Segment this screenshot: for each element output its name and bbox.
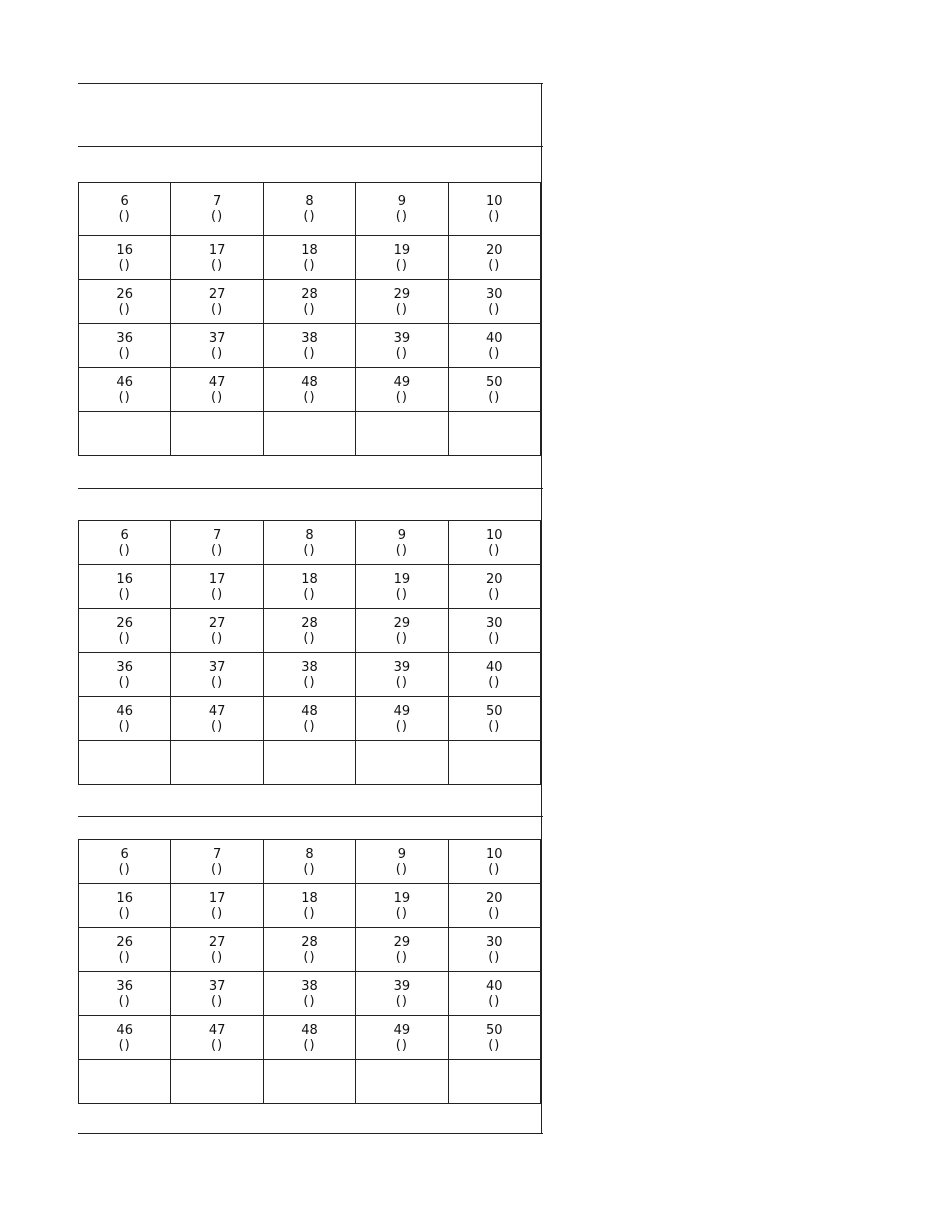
answer-blank[interactable]: () — [211, 542, 224, 558]
answer-cell[interactable] — [448, 741, 540, 785]
answer-blank[interactable]: () — [488, 542, 501, 558]
answer-blank[interactable]: () — [488, 674, 501, 690]
question-number: 28 — [301, 286, 318, 302]
question-number: 17 — [208, 242, 226, 258]
answer-cell[interactable] — [79, 565, 171, 609]
answer-cell[interactable] — [448, 280, 540, 324]
answer-blank[interactable]: () — [211, 345, 224, 361]
answer-blank[interactable]: () — [303, 586, 316, 602]
answer-blank[interactable]: () — [118, 301, 131, 317]
answer-cell[interactable] — [448, 653, 540, 697]
answer-blank[interactable]: () — [118, 630, 131, 646]
answer-blank[interactable]: () — [303, 345, 316, 361]
question-number: 47 — [208, 1022, 226, 1038]
answer-cell[interactable] — [448, 1060, 540, 1104]
answer-blank[interactable]: () — [118, 542, 131, 558]
grid-row — [79, 928, 541, 972]
grid-row — [79, 368, 541, 412]
answer-blank[interactable]: () — [395, 301, 408, 317]
question-number: 8 — [305, 846, 314, 862]
answer-cell[interactable] — [171, 609, 263, 653]
answer-cell[interactable] — [79, 183, 171, 236]
answer-cell[interactable] — [171, 236, 263, 280]
question-number: 26 — [116, 615, 133, 631]
answer-cell[interactable] — [79, 368, 171, 412]
question-number: 38 — [301, 330, 318, 346]
question-number: 30 — [486, 615, 503, 631]
question-number: 30 — [486, 286, 503, 302]
answer-blank[interactable]: () — [211, 389, 224, 405]
grid-row — [79, 412, 541, 456]
answer-cell[interactable] — [356, 183, 448, 236]
answer-blank[interactable]: () — [118, 674, 131, 690]
answer-cell[interactable] — [263, 741, 355, 785]
answer-cell[interactable] — [448, 521, 540, 565]
question-number: 48 — [301, 374, 318, 390]
question-number: 19 — [393, 242, 411, 258]
question-number: 48 — [301, 703, 318, 719]
answer-cell[interactable] — [263, 183, 355, 236]
answer-cell[interactable] — [263, 324, 355, 368]
question-number: 40 — [486, 978, 503, 994]
question-number: 6 — [120, 527, 129, 543]
answer-cell[interactable] — [263, 368, 355, 412]
answer-cell[interactable] — [171, 1060, 263, 1104]
answer-blank[interactable]: () — [118, 905, 131, 921]
question-number: 20 — [486, 571, 503, 587]
answer-cell[interactable] — [263, 884, 355, 928]
answer-cell[interactable] — [356, 521, 448, 565]
grid-row — [79, 653, 541, 697]
question-number: 37 — [208, 659, 226, 675]
answer-cell[interactable] — [356, 653, 448, 697]
section-1-bottom-rule — [78, 488, 543, 489]
answer-blank[interactable]: () — [488, 209, 501, 224]
answer-blank[interactable]: () — [395, 949, 408, 965]
question-number: 9 — [397, 846, 406, 862]
answer-cell[interactable] — [263, 609, 355, 653]
answer-blank[interactable]: () — [211, 718, 224, 734]
question-number: 38 — [301, 659, 318, 675]
answer-blank[interactable]: () — [303, 257, 316, 273]
question-number: 26 — [116, 934, 133, 950]
answer-cell[interactable] — [356, 1060, 448, 1104]
question-number: 37 — [208, 330, 226, 346]
answer-blank[interactable]: () — [303, 905, 316, 921]
question-number: 7 — [212, 846, 222, 862]
question-number: 16 — [116, 571, 133, 587]
answer-cell[interactable] — [171, 183, 263, 236]
answer-cell[interactable] — [356, 840, 448, 884]
answer-blank[interactable]: () — [303, 718, 316, 734]
answer-blank[interactable]: () — [488, 949, 501, 965]
answer-cell[interactable] — [356, 280, 448, 324]
question-number: 47 — [208, 374, 226, 390]
answer-cell[interactable] — [448, 368, 540, 412]
answer-cell[interactable] — [356, 324, 448, 368]
question-number: 49 — [393, 1022, 411, 1038]
question-number: 7 — [212, 194, 222, 209]
answer-cell[interactable] — [356, 884, 448, 928]
question-number: 6 — [120, 846, 129, 862]
answer-cell[interactable] — [263, 653, 355, 697]
answer-blank[interactable]: () — [488, 586, 501, 602]
answer-cell[interactable] — [171, 521, 263, 565]
answer-blank[interactable]: () — [395, 586, 408, 602]
answer-cell[interactable] — [171, 884, 263, 928]
answer-cell[interactable] — [263, 1016, 355, 1060]
question-number: 29 — [393, 615, 411, 631]
sheet-right-border — [541, 83, 542, 1134]
answer-blank[interactable]: () — [118, 389, 131, 405]
answer-blank[interactable]: () — [118, 257, 131, 273]
grid-row — [79, 183, 541, 236]
question-number: 27 — [208, 934, 226, 950]
answer-cell[interactable] — [448, 697, 540, 741]
answer-blank[interactable]: () — [211, 993, 224, 1009]
question-number: 50 — [486, 374, 503, 390]
question-number: 38 — [301, 978, 318, 994]
grid-row — [79, 840, 541, 884]
question-number: 16 — [116, 890, 133, 906]
answer-cell[interactable] — [171, 280, 263, 324]
question-number: 50 — [486, 703, 503, 719]
question-number: 27 — [208, 286, 226, 302]
answer-cell[interactable] — [79, 521, 171, 565]
answer-cell[interactable] — [171, 324, 263, 368]
answer-cell[interactable] — [448, 183, 540, 236]
question-number: 29 — [393, 286, 411, 302]
answer-cell[interactable] — [263, 840, 355, 884]
sheet-bottom-rule — [78, 1133, 543, 1134]
answer-cell[interactable] — [448, 840, 540, 884]
grid-row — [79, 741, 541, 785]
grid-row — [79, 565, 541, 609]
question-number: 39 — [393, 330, 411, 346]
answer-blank[interactable]: () — [303, 1037, 316, 1053]
answer-cell[interactable] — [263, 565, 355, 609]
answer-cell[interactable] — [356, 741, 448, 785]
answer-blank[interactable]: () — [488, 630, 501, 646]
answer-cell[interactable] — [356, 412, 448, 456]
question-number: 29 — [393, 934, 411, 950]
question-number: 19 — [393, 890, 411, 906]
answer-blank[interactable]: () — [395, 542, 408, 558]
question-number: 28 — [301, 615, 318, 631]
answer-cell[interactable] — [263, 280, 355, 324]
question-number: 19 — [393, 571, 411, 587]
answer-cell[interactable] — [356, 928, 448, 972]
answer-blank[interactable]: () — [211, 630, 224, 646]
grid-row — [79, 1060, 541, 1104]
answer-cell[interactable] — [263, 236, 355, 280]
question-number: 17 — [208, 890, 226, 906]
answer-cell[interactable] — [448, 412, 540, 456]
answer-blank[interactable]: () — [488, 389, 501, 405]
question-number: 27 — [208, 615, 226, 631]
answer-blank[interactable]: () — [395, 861, 408, 877]
question-number: 48 — [301, 1022, 318, 1038]
answer-cell[interactable] — [448, 236, 540, 280]
answer-blank[interactable]: () — [488, 1037, 501, 1053]
question-number: 17 — [208, 571, 226, 587]
answer-blank[interactable]: () — [211, 586, 224, 602]
answer-blank[interactable]: () — [118, 586, 131, 602]
question-number: 9 — [397, 194, 406, 209]
answer-grid-3 — [78, 839, 541, 1104]
answer-blank[interactable]: () — [488, 905, 501, 921]
answer-blank[interactable]: () — [395, 1037, 408, 1053]
answer-blank[interactable]: () — [118, 345, 131, 361]
answer-blank[interactable]: () — [303, 949, 316, 965]
answer-blank[interactable]: () — [303, 542, 316, 558]
answer-cell[interactable] — [171, 928, 263, 972]
answer-blank[interactable]: () — [395, 674, 408, 690]
answer-blank[interactable]: () — [303, 861, 316, 877]
answer-blank[interactable]: () — [118, 861, 131, 877]
answer-cell[interactable] — [171, 565, 263, 609]
answer-cell[interactable] — [448, 972, 540, 1016]
answer-cell[interactable] — [356, 972, 448, 1016]
grid-row — [79, 280, 541, 324]
answer-blank[interactable]: () — [211, 301, 224, 317]
answer-blank[interactable]: () — [118, 993, 131, 1009]
answer-blank[interactable]: () — [211, 674, 224, 690]
answer-blank[interactable]: () — [395, 905, 408, 921]
answer-blank[interactable]: () — [211, 949, 224, 965]
answer-cell[interactable] — [79, 609, 171, 653]
answer-cell[interactable] — [79, 412, 171, 456]
answer-blank[interactable]: () — [488, 993, 501, 1009]
answer-blank[interactable]: () — [395, 389, 408, 405]
answer-cell[interactable] — [263, 412, 355, 456]
answer-cell[interactable] — [356, 1016, 448, 1060]
question-number: 28 — [301, 934, 318, 950]
question-number: 30 — [486, 934, 503, 950]
answer-grid-2 — [78, 520, 541, 785]
answer-blank[interactable]: () — [395, 345, 408, 361]
answer-blank[interactable]: () — [211, 905, 224, 921]
answer-cell[interactable] — [171, 840, 263, 884]
question-number: 10 — [486, 846, 503, 862]
question-number: 26 — [116, 286, 133, 302]
answer-cell[interactable] — [79, 1016, 171, 1060]
answer-blank[interactable]: () — [211, 209, 224, 224]
grid-row — [79, 521, 541, 565]
answer-cell[interactable] — [79, 236, 171, 280]
sheet-top-rule — [78, 83, 543, 84]
answer-cell[interactable] — [448, 884, 540, 928]
answer-cell[interactable] — [171, 1016, 263, 1060]
answer-cell[interactable] — [79, 928, 171, 972]
answer-cell[interactable] — [171, 412, 263, 456]
question-number: 39 — [393, 659, 411, 675]
answer-blank[interactable]: () — [488, 718, 501, 734]
answer-cell[interactable] — [79, 972, 171, 1016]
answer-blank[interactable]: () — [303, 389, 316, 405]
answer-cell[interactable] — [263, 1060, 355, 1104]
answer-blank[interactable]: () — [303, 993, 316, 1009]
answer-cell[interactable] — [448, 928, 540, 972]
answer-cell[interactable] — [171, 741, 263, 785]
question-number: 7 — [212, 527, 222, 543]
answer-blank[interactable]: () — [488, 345, 501, 361]
answer-cell[interactable] — [79, 1060, 171, 1104]
answer-cell[interactable] — [263, 972, 355, 1016]
question-number: 20 — [486, 890, 503, 906]
answer-cell[interactable] — [356, 236, 448, 280]
question-number: 47 — [208, 703, 226, 719]
answer-cell[interactable] — [448, 1016, 540, 1060]
question-number: 10 — [486, 527, 503, 543]
answer-blank[interactable]: () — [303, 209, 316, 224]
grid-row — [79, 1016, 541, 1060]
answer-blank[interactable]: () — [303, 301, 316, 317]
answer-blank[interactable]: () — [395, 993, 408, 1009]
answer-cell[interactable] — [79, 324, 171, 368]
answer-blank[interactable]: () — [118, 209, 131, 224]
answer-cell[interactable] — [171, 972, 263, 1016]
answer-cell[interactable] — [448, 609, 540, 653]
answer-blank[interactable]: () — [488, 861, 501, 877]
answer-cell[interactable] — [171, 697, 263, 741]
answer-blank[interactable]: () — [395, 718, 408, 734]
question-number: 20 — [486, 242, 503, 258]
question-number: 37 — [208, 978, 226, 994]
question-number: 40 — [486, 659, 503, 675]
answer-blank[interactable]: () — [488, 301, 501, 317]
question-number: 46 — [116, 374, 133, 390]
answer-cell[interactable] — [171, 368, 263, 412]
answer-blank[interactable]: () — [303, 630, 316, 646]
question-number: 49 — [393, 703, 411, 719]
grid-row — [79, 609, 541, 653]
answer-cell[interactable] — [448, 324, 540, 368]
question-number: 6 — [120, 194, 129, 209]
question-number: 46 — [116, 1022, 133, 1038]
question-number: 8 — [305, 194, 314, 209]
answer-blank[interactable]: () — [118, 718, 131, 734]
answer-cell[interactable] — [448, 565, 540, 609]
answer-cell[interactable] — [79, 653, 171, 697]
question-number: 36 — [116, 659, 133, 675]
answer-blank[interactable]: () — [395, 209, 408, 224]
answer-cell[interactable] — [79, 741, 171, 785]
question-number: 36 — [116, 978, 133, 994]
answer-blank[interactable]: () — [488, 257, 501, 273]
answer-cell[interactable] — [79, 280, 171, 324]
answer-cell[interactable] — [79, 840, 171, 884]
answer-cell[interactable] — [79, 697, 171, 741]
question-number: 40 — [486, 330, 503, 346]
question-number: 50 — [486, 1022, 503, 1038]
answer-grid-1 — [78, 182, 541, 456]
answer-blank[interactable]: () — [211, 1037, 224, 1053]
question-number: 10 — [486, 194, 503, 209]
question-number: 16 — [116, 242, 133, 258]
answer-cell[interactable] — [171, 653, 263, 697]
answer-cell[interactable] — [356, 565, 448, 609]
answer-blank[interactable]: () — [211, 257, 224, 273]
answer-cell[interactable] — [263, 928, 355, 972]
grid-row — [79, 236, 541, 280]
answer-cell[interactable] — [79, 884, 171, 928]
answer-blank[interactable]: () — [211, 861, 224, 877]
answer-cell[interactable] — [263, 521, 355, 565]
answer-blank[interactable]: () — [303, 674, 316, 690]
question-number: 39 — [393, 978, 411, 994]
answer-blank[interactable]: () — [118, 1037, 131, 1053]
answer-blank[interactable]: () — [395, 630, 408, 646]
answer-blank[interactable]: () — [118, 949, 131, 965]
question-number: 49 — [393, 374, 411, 390]
answer-blank[interactable]: () — [395, 257, 408, 273]
grid-row — [79, 972, 541, 1016]
question-number: 8 — [305, 527, 314, 543]
header-rule — [78, 146, 543, 147]
grid-row — [79, 697, 541, 741]
question-number: 18 — [301, 571, 318, 587]
question-number: 36 — [116, 330, 133, 346]
question-number: 18 — [301, 890, 318, 906]
section-2-bottom-rule — [78, 816, 543, 817]
answer-cell[interactable] — [356, 609, 448, 653]
answer-cell[interactable] — [263, 697, 355, 741]
question-number: 9 — [397, 527, 406, 543]
grid-row — [79, 884, 541, 928]
question-number: 18 — [301, 242, 318, 258]
answer-cell[interactable] — [356, 697, 448, 741]
question-number: 46 — [116, 703, 133, 719]
answer-cell[interactable] — [356, 368, 448, 412]
grid-row — [79, 324, 541, 368]
